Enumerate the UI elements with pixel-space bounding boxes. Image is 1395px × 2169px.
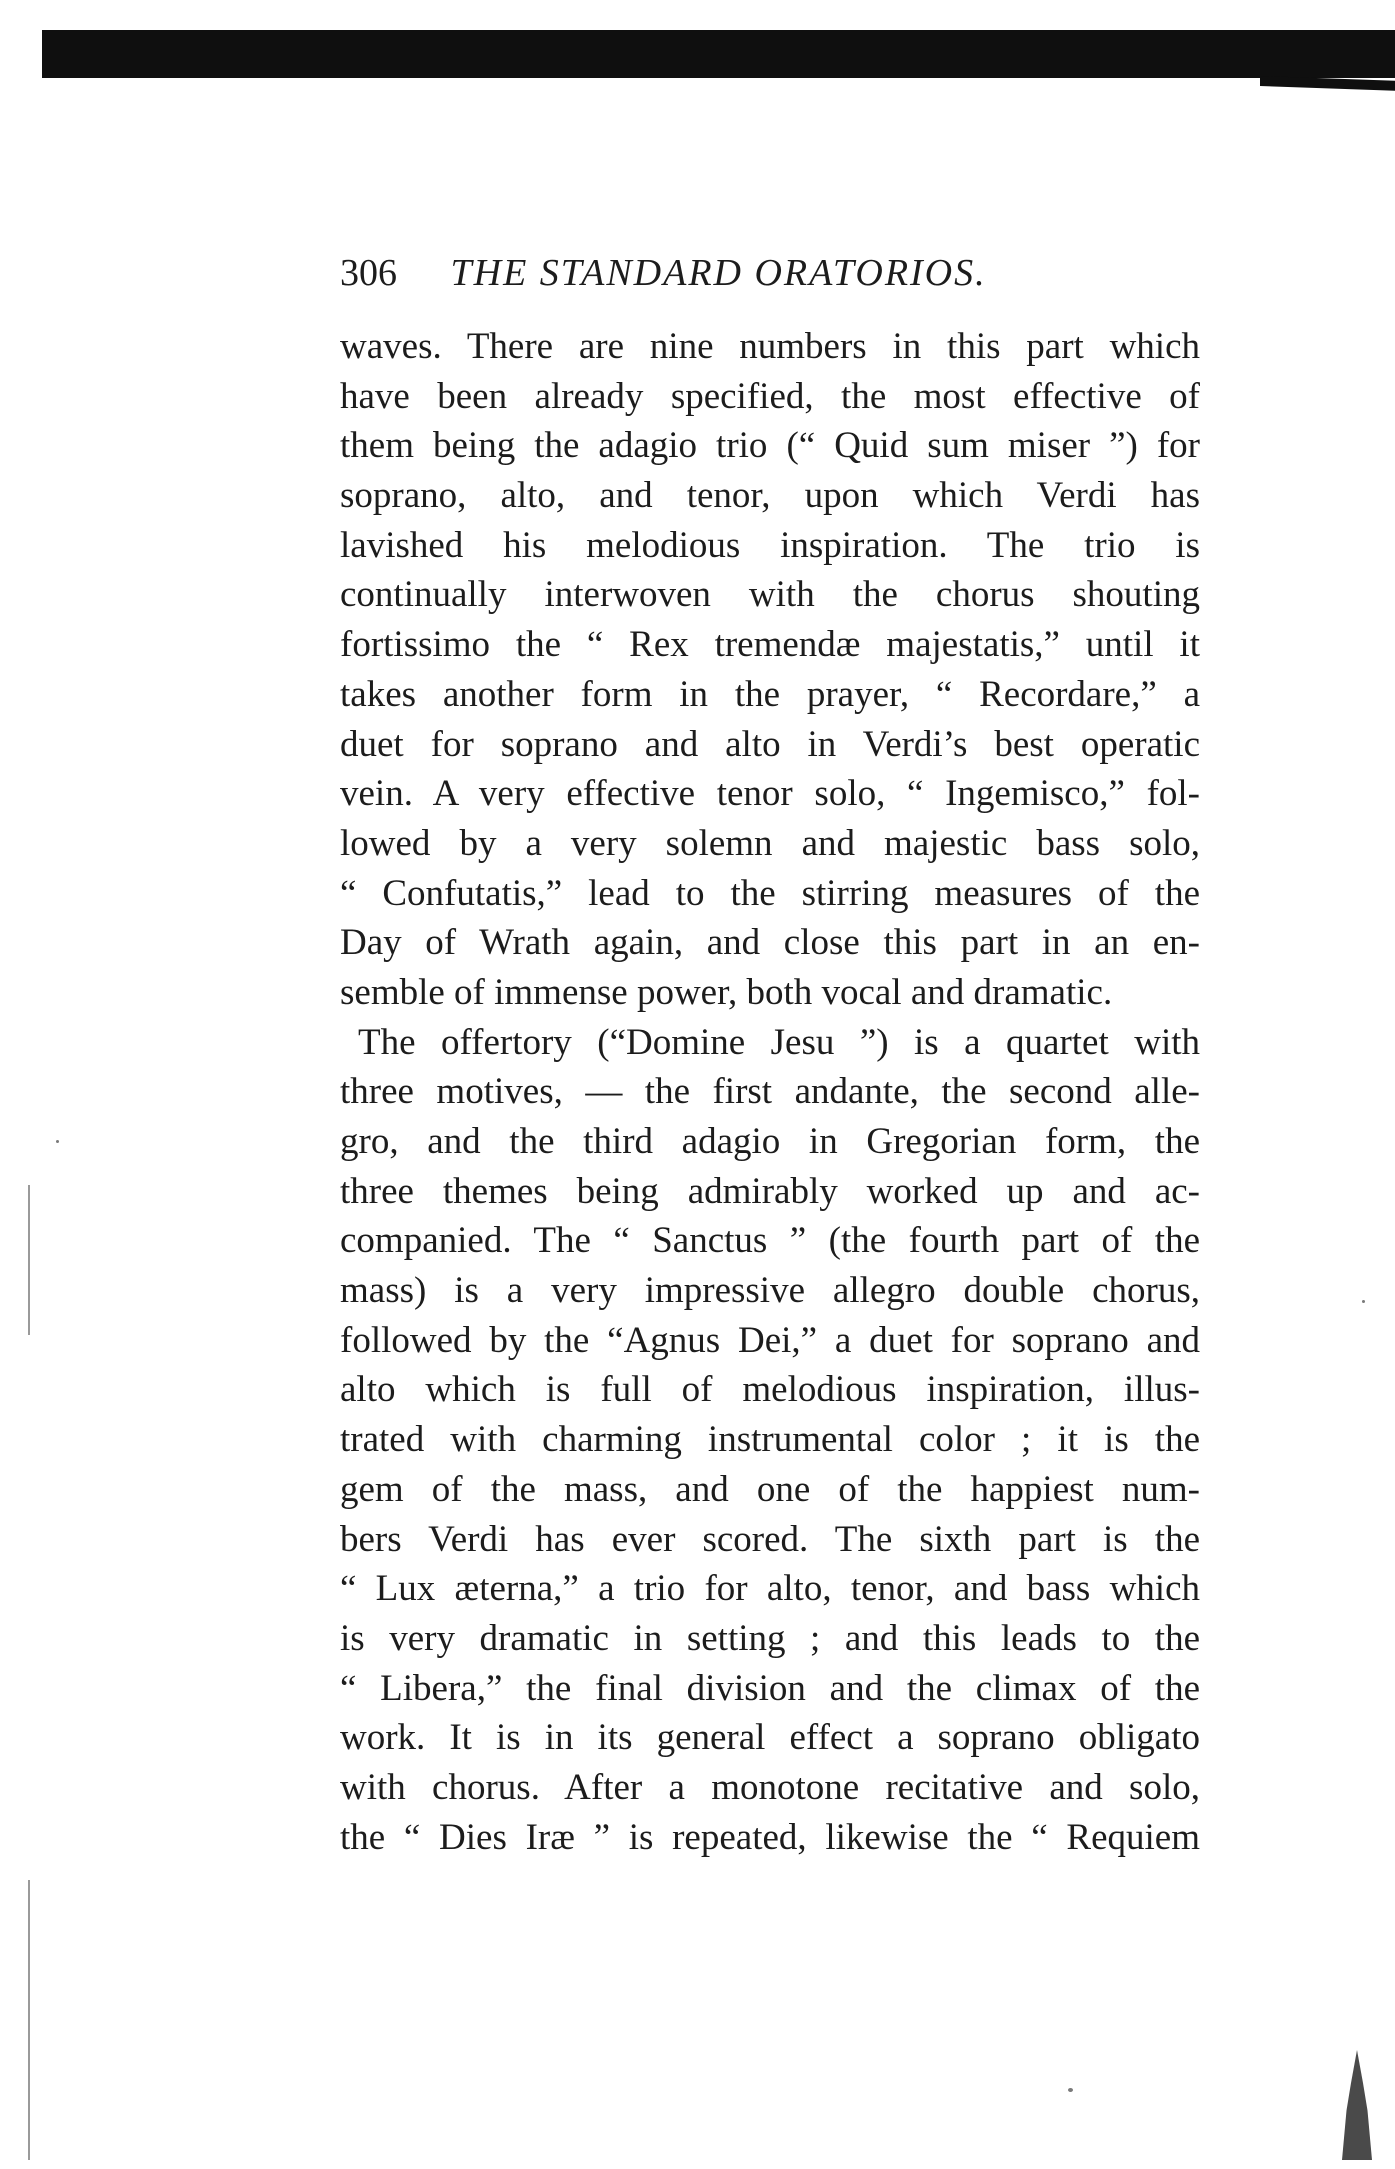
gutter-scan-mark	[28, 1880, 30, 2160]
scan-speck	[56, 1140, 59, 1143]
text-line: The offertory (“Domine Jesu ”) is a quartet with	[358, 1021, 1200, 1063]
text-line: them being the adagio trio (“ Quid sum miser ”) for	[340, 425, 1200, 467]
paragraph-1	[340, 322, 1200, 1018]
text-line: trated with charming instrumental color ; it is the	[340, 1419, 1200, 1461]
text-line: is very dramatic in setting ; and this leads to the	[340, 1617, 1200, 1659]
text-line: vein. A very effective tenor solo, “ Ingemisco,” fol-	[340, 773, 1200, 815]
text-line: gro, and the third adagio in Gregorian form, the	[340, 1121, 1200, 1162]
text-line: fortissimo the “ Rex tremendæ majestatis,” until it	[340, 624, 1200, 666]
text-line: lavished his melodious inspiration. The trio is	[340, 524, 1200, 566]
text-line: “ Lux æterna,” a trio for alto, tenor, and bass which	[340, 1568, 1200, 1610]
text-line: have been already specified, the most effective of	[340, 375, 1200, 417]
scan-speck	[1362, 1300, 1365, 1303]
text-line: duet for soprano and alto in Verdi’s best operatic	[340, 723, 1200, 765]
text-line: with chorus. After a monotone recitative and solo,	[340, 1766, 1200, 1808]
text-line: alto which is full of melodious inspiration, illus-	[340, 1369, 1200, 1411]
text-line: three themes being admirably worked up and ac-	[340, 1170, 1200, 1212]
text-line: work. It is in its general effect a soprano obligato	[340, 1717, 1200, 1759]
text-line: mass) is a very impressive allegro double chorus,	[340, 1270, 1200, 1312]
text-line: Day of Wrath again, and close this part in an en-	[340, 922, 1200, 964]
text-line: soprano, alto, and tenor, upon which Verdi has	[340, 475, 1200, 517]
scan-top-edge-bar	[42, 30, 1395, 78]
gutter-scan-mark	[28, 1185, 30, 1335]
text-line: followed by the “Agnus Dei,” a duet for soprano and	[340, 1319, 1200, 1361]
running-title: THE STANDARD ORATORIOS.	[450, 252, 987, 294]
page-body	[340, 322, 1200, 1862]
text-line: “ Libera,” the final division and the climax of the	[340, 1667, 1200, 1709]
scan-corner-blot	[1342, 2050, 1372, 2160]
scan-speck	[1068, 2088, 1073, 2092]
text-line: continually interwoven with the chorus shouting	[340, 574, 1200, 616]
text-line: gem of the mass, and one of the happiest num-	[340, 1468, 1200, 1510]
page-number: 306	[340, 252, 397, 294]
text-line: companied. The “ Sanctus ” (the fourth part of the	[340, 1220, 1200, 1262]
text-line: lowed by a very solemn and majestic bass solo,	[340, 822, 1200, 864]
text-line: takes another form in the prayer, “ Recordare,” a	[340, 673, 1200, 715]
paragraph-2	[340, 1018, 1200, 1863]
scan-top-edge-taper	[1260, 76, 1395, 91]
text-line: waves. There are nine numbers in this part which	[340, 326, 1200, 367]
text-line: semble of immense power, both vocal and dramatic.	[340, 971, 1113, 1013]
page-header	[340, 248, 1200, 298]
text-line: “ Confutatis,” lead to the stirring measures of the	[340, 872, 1200, 914]
text-line: the “ Dies Iræ ” is repeated, likewise the “ Requiem	[340, 1816, 1200, 1858]
text-line: bers Verdi has ever scored. The sixth part is the	[340, 1518, 1200, 1560]
text-line: three motives, — the first andante, the second alle-	[340, 1071, 1200, 1113]
